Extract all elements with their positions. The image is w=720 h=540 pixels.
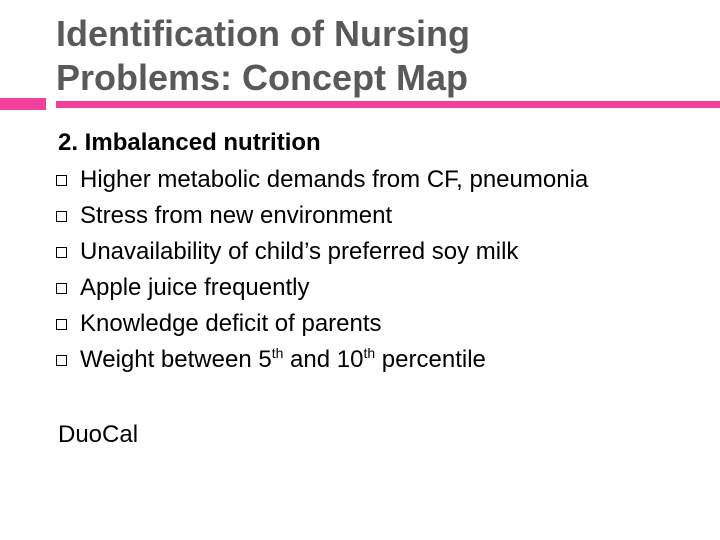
hollow-square-bullet-icon [56,355,67,366]
bullet-text: Apple juice frequently [80,274,310,301]
accent-bar-left [0,98,46,110]
bullet-item [56,306,588,342]
bullet-item [56,198,588,234]
bullet-item [56,234,588,270]
bullet-item [56,162,588,198]
footer-text: DuoCal [58,421,139,448]
hollow-square-bullet-icon [56,175,67,186]
bullet-text: Higher metabolic demands from CF, pneumonia [80,166,589,193]
bullet-item [56,270,588,306]
hollow-square-bullet-icon [56,211,67,222]
accent-bar-right [56,101,720,108]
weight-text-part1: Weight between 5 [80,346,272,373]
weight-superscript-2: th [363,345,376,361]
bullet-list [56,162,588,378]
title-line-1: Identification of Nursing [56,13,470,54]
bullet-text: Knowledge deficit of parents [80,310,382,337]
section-heading: 2. Imbalanced nutrition [58,129,321,156]
hollow-square-bullet-icon [56,283,67,294]
weight-superscript-1: th [271,345,284,361]
hollow-square-bullet-icon [56,247,67,258]
hollow-square-bullet-icon [56,319,67,330]
bullet-text: Unavailability of child’s preferred soy milk [80,238,519,265]
weight-text-part2: and 10 [283,346,364,373]
bullet-text: Stress from new environment [80,202,393,229]
slide-title [56,12,696,100]
weight-text-part3: percentile [375,346,486,373]
bullet-item-weight [56,342,588,378]
title-line-2: Problems: Concept Map [56,57,469,98]
